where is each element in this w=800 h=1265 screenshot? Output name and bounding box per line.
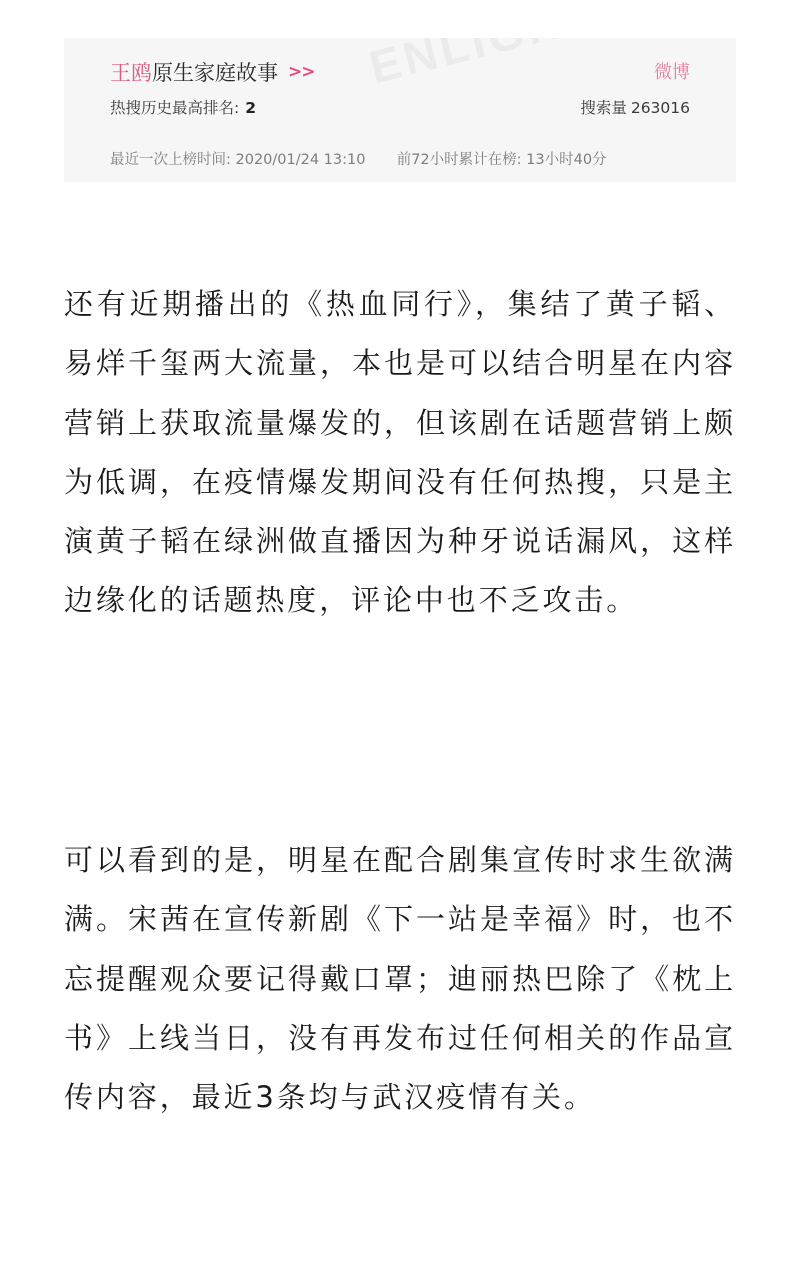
keyword-person-name: 王鸥: [110, 61, 152, 85]
peak-rank: [110, 96, 256, 118]
search-volume-value: 263016: [630, 99, 690, 117]
last-listed-value: 2020/01/24 13:10: [235, 152, 366, 168]
peak-rank-label: 热搜历史最高排名:: [110, 99, 240, 117]
keyword-topic: 原生家庭故事: [152, 61, 278, 85]
article-paragraph: 可以看到的是，明星在配合剧集宣传时求生欲满满。宋茜在宣传新剧《下一站是幸福》时，也不忘提醒观众要记得戴口罩；迪丽热巴除了《枕上书》上线当日，没有再发布过任何相关的作品宣传内容，最近3条均与武汉疫情有关。: [64, 843, 736, 1115]
more-arrow-icon[interactable]: >>: [288, 62, 315, 82]
hot-search-keyword[interactable]: [110, 56, 315, 88]
search-volume-label: 搜索量: [580, 99, 627, 117]
last-listed-label: 最近一次上榜时间:: [110, 152, 231, 168]
search-volume: [580, 96, 690, 118]
platform-label: 微博: [654, 62, 690, 83]
peak-rank-value: 2: [245, 99, 257, 117]
cumulative-value: 13小时40分: [526, 152, 607, 168]
cumulative-label: 前72小时累计在榜:: [396, 152, 522, 168]
listing-meta: [110, 148, 607, 169]
brand-watermark: [364, 38, 701, 94]
article-paragraph: 还有近期播出的《热血同行》，集结了黄子韬、易烊千玺两大流量，本也是可以结合明星在内容营销上获取流量爆发的，但该剧在话题营销上颇为低调，在疫情爆发期间没有任何热搜，只是主演黄子韬在绿洲做直播因为种牙说话漏风，这样边缘化的话题热度，评论中也不乏攻击。: [64, 287, 736, 618]
hot-search-card[interactable]: [64, 38, 736, 182]
